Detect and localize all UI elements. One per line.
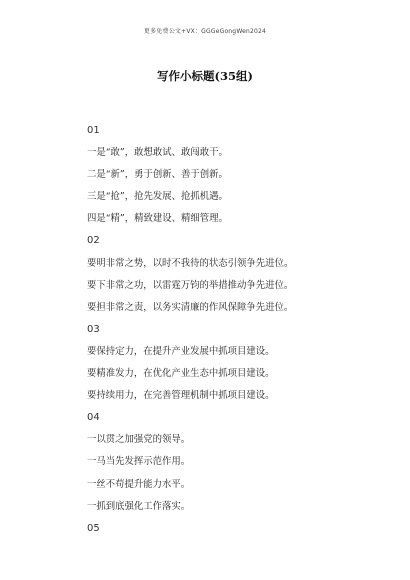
page-header: 更多免费公文+VX：GGGeGongWen2024 [143,28,267,35]
list-item: 要保持定力，在提升产业发展中抓项目建设。 [87,345,275,357]
group-number: 03 [87,323,100,335]
list-item: 一抓到底强化工作落实。 [87,500,191,512]
group-number: 05 [87,522,100,534]
list-item: 要担非常之责，以务实清廉的作风保障争先进位。 [87,301,294,313]
document-body [87,120,387,540]
group-number: 01 [87,125,100,136]
group-number: 04 [87,412,100,424]
list-item: 一以贯之加强党的领导。 [87,434,191,446]
list-item: 一是“敢”，敢想敢试、敢闯敢干。 [87,147,228,159]
list-item: 要持续用力，在完善管理机制中抓项目建设。 [87,390,275,402]
list-item: 一马当先发挥示范作用。 [87,456,191,468]
page-title: 写作小标题(35组) [157,69,253,83]
list-item: 要精准发力，在优化产业生态中抓项目建设。 [87,368,275,380]
list-item: 三是“抢”，抢先发展、抢抓机遇。 [87,191,228,203]
list-item: 要下非常之功，以雷霆万钧的举措推动争先进位。 [87,279,294,291]
list-item: 二是“新”，勇于创新、善于创新。 [87,169,228,181]
list-item: 四是“精”，精致建设、精细管理。 [87,213,228,225]
list-item: 要明非常之势，以时不我待的状态引领争先进位。 [87,257,294,269]
group-number: 02 [87,235,100,247]
list-item: 一丝不苟提升能力水平。 [87,478,191,490]
